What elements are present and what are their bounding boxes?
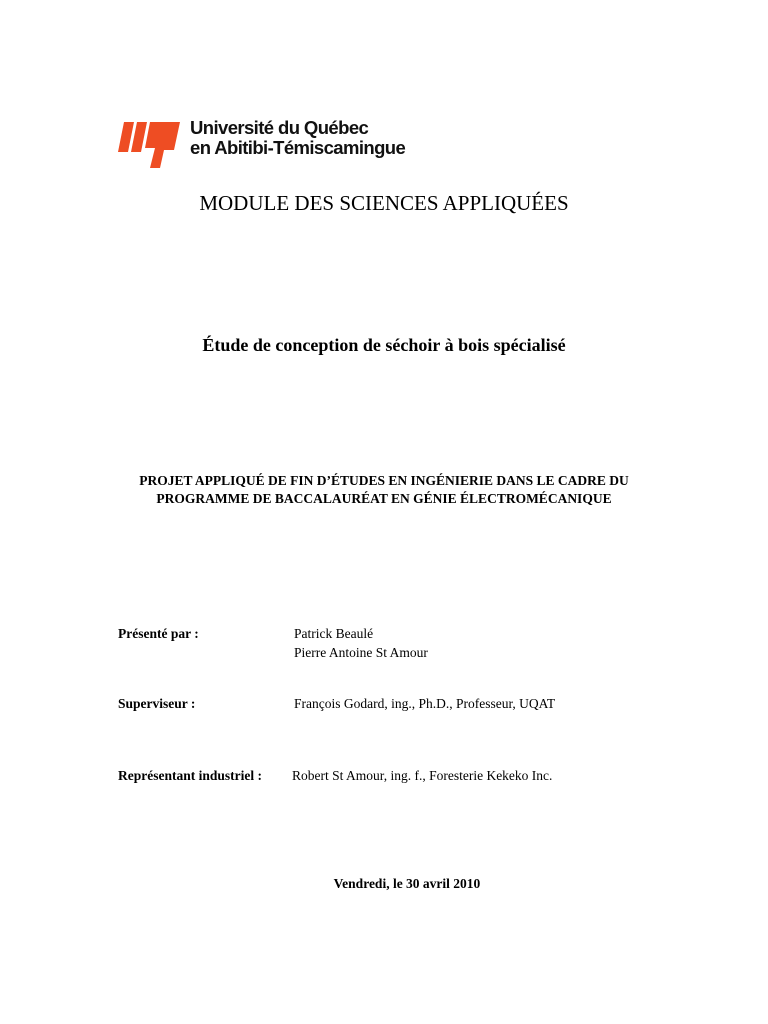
university-name — [190, 118, 405, 158]
subject-title: Étude de conception de séchoir à bois spécialisé — [202, 335, 566, 355]
supervisor-value: François Godard, ing., Ph.D., Professeur, UQAT — [294, 696, 556, 711]
industrial-rep-label: Représentant industriel : — [118, 768, 262, 783]
presenter-name: Pierre Antoine St Amour — [294, 645, 428, 660]
presenter-name: Patrick Beaulé — [294, 626, 374, 641]
project-description — [0, 472, 768, 508]
submission-date: Vendredi, le 30 avril 2010 — [333, 876, 481, 891]
industrial-rep-value: Robert St Amour, ing. f., Foresterie Kekeko Inc. — [292, 768, 553, 783]
university-name-line1: Université du Québec — [190, 117, 369, 138]
project-description-line1: PROJET APPLIQUÉ DE FIN D’ÉTUDES EN INGÉNIERIE DANS LE CADRE DU — [139, 473, 629, 488]
presented-by-label: Présenté par : — [118, 626, 199, 641]
module-title: MODULE DES SCIENCES APPLIQUÉES — [199, 191, 569, 215]
supervisor-label: Superviseur : — [118, 696, 196, 711]
university-logo — [118, 118, 408, 172]
project-description-line2: PROGRAMME DE BACCALAURÉAT EN GÉNIE ÉLECTROMÉCANIQUE — [156, 491, 612, 506]
uqat-logo-icon — [118, 120, 180, 170]
university-name-line2: en Abitibi-Témiscamingue — [190, 137, 406, 158]
presenter-names — [294, 624, 428, 662]
